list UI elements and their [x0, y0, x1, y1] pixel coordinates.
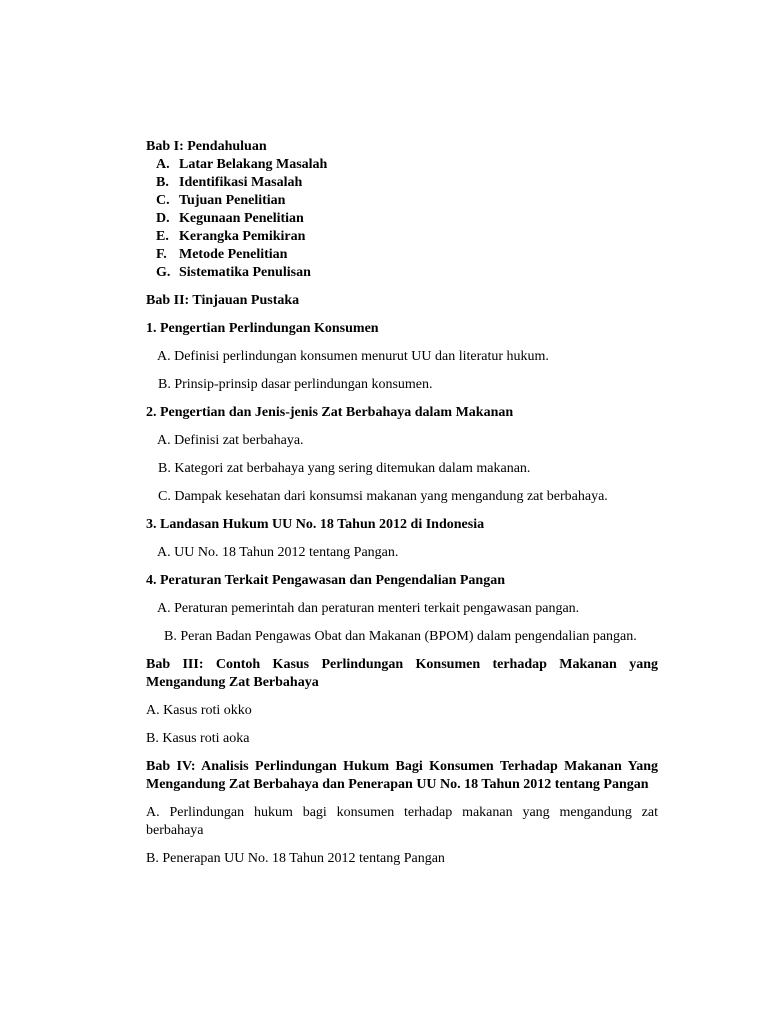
section-heading: 4. Peraturan Terkait Pengawasan dan Pengendalian Pangan — [146, 573, 505, 588]
list-item: B. Identifikasi Masalah — [156, 175, 303, 190]
list-item: D. Kegunaan Penelitian — [156, 211, 304, 226]
section-heading: 1. Pengertian Perlindungan Konsumen — [146, 321, 379, 336]
chapter-1-title: Bab I: Pendahuluan — [146, 139, 267, 154]
chapter-3-item: A. Kasus roti okko — [146, 703, 252, 718]
list-item: G. Sistematika Penulisan — [156, 265, 311, 280]
chapter-3-item: B. Kasus roti aoka — [146, 731, 250, 746]
section-item: B. Kategori zat berbahaya yang sering ditemukan dalam makanan. — [158, 461, 531, 476]
list-item: C. Tujuan Penelitian — [156, 193, 286, 208]
section-item: C. Dampak kesehatan dari konsumsi makanan yang mengandung zat berbahaya. — [158, 489, 608, 504]
section-item: B. Prinsip-prinsip dasar perlindungan konsumen. — [158, 377, 433, 392]
section-heading: 3. Landasan Hukum UU No. 18 Tahun 2012 di Indonesia — [146, 517, 485, 532]
chapter-3-title: Bab III: Contoh Kasus Perlindungan Konsumen terhadap Makanan yang Mengandung Zat Berbahaya — [146, 657, 658, 690]
section-item: B. Peran Badan Pengawas Obat dan Makanan (BPOM) dalam pengendalian pangan. — [164, 629, 637, 644]
section-item: A. Peraturan pemerintah dan peraturan menteri terkait pengawasan pangan. — [157, 601, 580, 616]
chapter-4-item: A. Perlindungan hukum bagi konsumen terhadap makanan yang mengandung zat berbahaya — [146, 805, 658, 838]
chapter-1-list — [146, 156, 658, 282]
section-item: A. UU No. 18 Tahun 2012 tentang Pangan. — [157, 545, 399, 560]
list-item: E. Kerangka Pemikiran — [156, 229, 306, 244]
section-item: A. Definisi zat berbahaya. — [157, 433, 304, 448]
list-item: A. Latar Belakang Masalah — [156, 157, 328, 172]
chapter-4-item: B. Penerapan UU No. 18 Tahun 2012 tentang Pangan — [146, 851, 445, 866]
chapter-4-title: Bab IV: Analisis Perlindungan Hukum Bagi Konsumen Terhadap Makanan Yang Mengandung Zat Berbahaya dan Penerapan UU No. 18 Tahun 2012 tentang Pangan — [146, 759, 658, 792]
table-of-contents — [146, 138, 658, 868]
section-heading: 2. Pengertian dan Jenis-jenis Zat Berbahaya dalam Makanan — [146, 405, 514, 420]
chapter-2-title: Bab II: Tinjauan Pustaka — [146, 293, 300, 308]
section-item: A. Definisi perlindungan konsumen menurut UU dan literatur hukum. — [157, 349, 549, 364]
list-item: F. Metode Penelitian — [156, 247, 288, 262]
